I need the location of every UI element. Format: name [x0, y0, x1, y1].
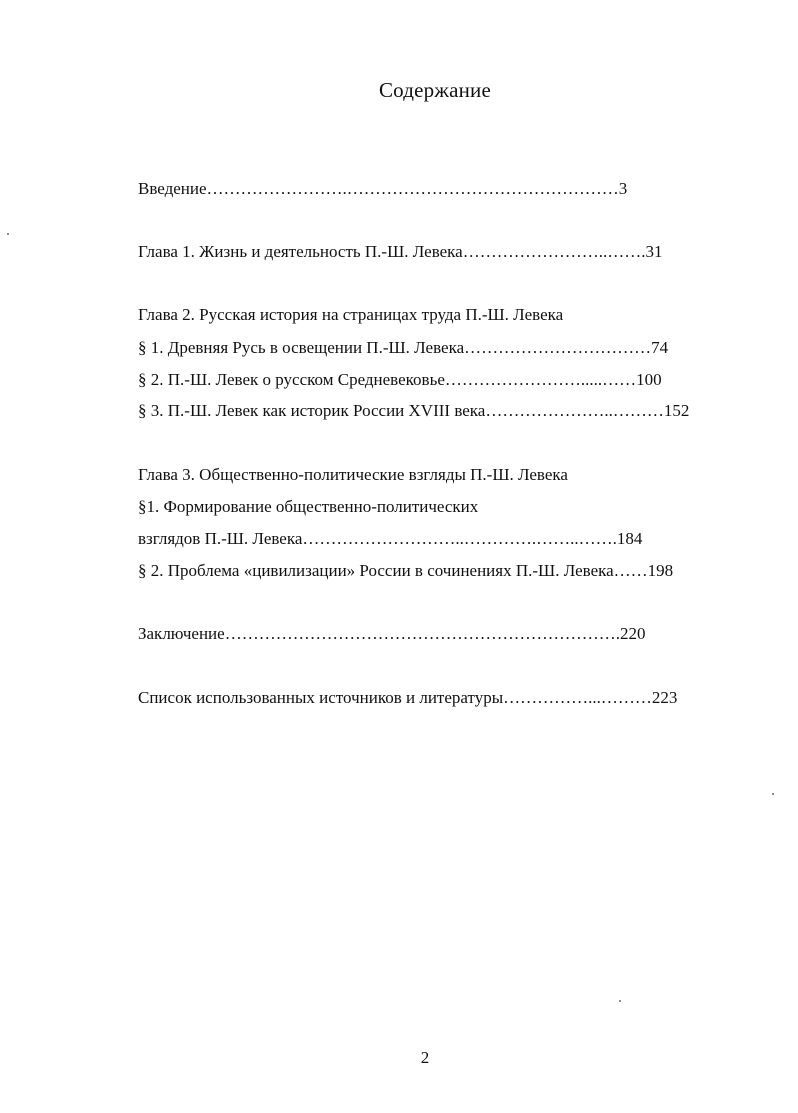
toc-chapter-3-section-1-line-1: §1. Формирование общественно-политических	[138, 497, 479, 516]
toc-chapter-3-heading: Глава 3. Общественно-политические взгляды П.-Ш. Левека	[138, 465, 568, 484]
toc-chapter-2-section-3: § 3. П.-Ш. Левек как историк России XVIII века…………………..………152	[138, 401, 690, 420]
toc-chapter-3-section-2: § 2. Проблема «цивилизации» России в сочинениях П.-Ш. Левека……198	[138, 561, 674, 580]
page-title: Содержание	[378, 78, 492, 102]
page-number: 2	[420, 1048, 430, 1067]
toc-chapter-3-section-1-line-2: взглядов П.-Ш. Левека………………………..………….……..…….184	[138, 529, 643, 548]
toc-bibliography: Список использованных источников и литературы……………...………223	[138, 688, 678, 707]
toc-introduction: Введение…………………….…………………………………………3	[138, 179, 628, 198]
toc-chapter-2-heading: Глава 2. Русская история на страницах труда П.-Ш. Левека	[138, 305, 564, 324]
scan-speck	[7, 233, 9, 235]
toc-chapter-2-section-1: § 1. Древняя Русь в освещении П.-Ш. Левека……………………………74	[138, 338, 669, 357]
toc-conclusion: Заключение…………………………………………………………….220	[138, 624, 646, 643]
toc-chapter-2-section-2: § 2. П.-Ш. Левек о русском Средневековье…………………….....……100	[138, 370, 662, 389]
scan-speck	[619, 1000, 621, 1002]
toc-chapter-1: Глава 1. Жизнь и деятельность П.-Ш. Левека……………………..…….31	[138, 242, 663, 261]
scan-speck	[772, 793, 774, 795]
